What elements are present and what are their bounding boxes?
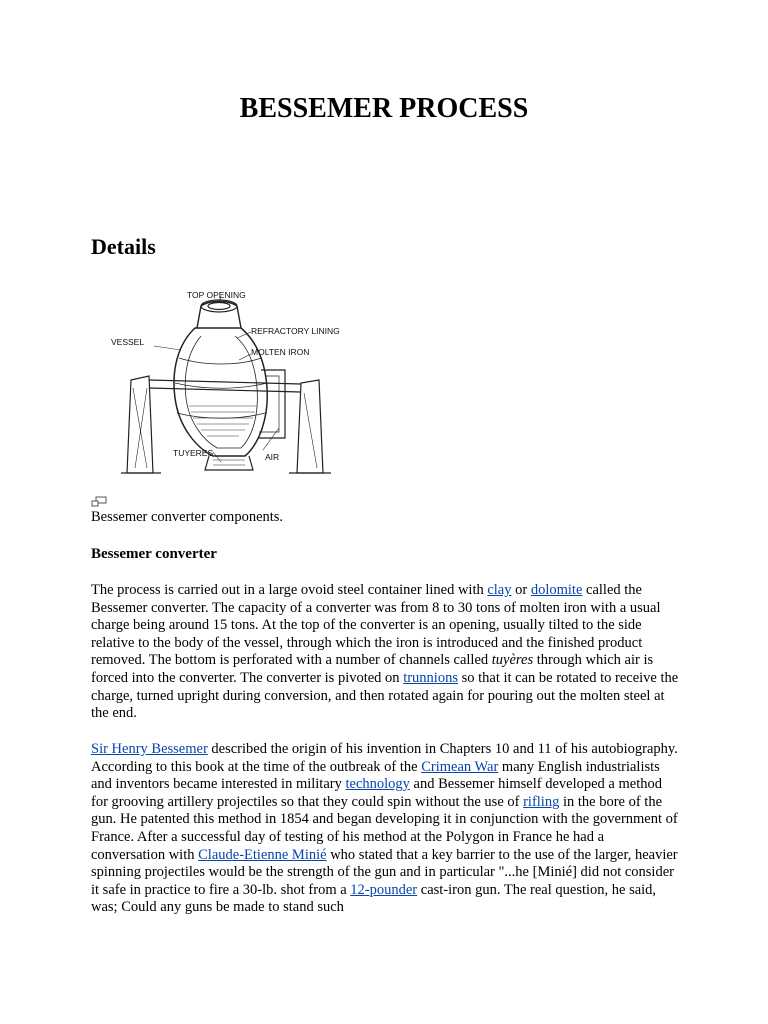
text-run: who stated that a key barrier to the use of the larger, heavier spinning projectiles would be the strength of the gun and in particular "...he [Minié] did not consider it safe in practice to fire a 30-lb. shot from a [91,846,678,898]
figure-caption: Bessemer converter components. [91,509,284,525]
link-rifling[interactable]: rifling [523,793,560,810]
text-run: so that it can be rotated to receive the charge, turned upright during conversion, and then rotated again for pouring out the molten steel at the end. [91,669,679,722]
label-molten-iron: MOLTEN IRON [251,347,310,357]
text-run: The process is carried out in a large ovoid steel container lined with [91,582,488,598]
label-refractory-lining: REFRACTORY LINING [251,326,340,336]
subsection-heading-bessemer-converter: Bessemer converter [91,546,217,562]
text-run: or [511,582,531,598]
link-12-pounder[interactable]: 12-pounder [350,881,418,898]
paragraph-converter-description [91,582,681,723]
link-sir-henry-bessemer[interactable]: Sir Henry Bessemer [91,741,208,757]
label-air: AIR [265,452,280,462]
top-opening-shape [197,302,241,329]
link-claude-etienne-minie[interactable]: Claude-Etienne Minié [198,846,327,863]
text-run: in the bore of the gun. He patented this method in 1854 and began developing it in conjunction with the government of France. After a successful day of testing of his method at the Polygon in France he had a conversation with [91,793,678,863]
label-top-opening: TOP OPENING [187,290,246,300]
section-heading-details: Details [91,234,156,259]
text-run: cast-iron gun. The real question, he said, was; Could any guns be made to stand such [91,881,657,916]
text-run: and Bessemer himself developed a method for grooving artillery projectiles so that they could spin without the use of [91,776,662,810]
link-trunnions[interactable]: trunnions [403,669,458,686]
link-dolomite[interactable]: dolomite [530,582,583,598]
converter-drawing [109,288,349,483]
text-run: through which air is forced into the converter. The converter is pivoted on [91,652,654,686]
paragraph-invention-origin [91,741,681,917]
text-run: called the Bessemer converter. The capacity of a converter was from 8 to 30 tons of molten iron with a usual charge being around 15 tons. At the top of the converter is an opening, usually tilted to the side relative to the body of the vessel, through which the iron is introduced and the finished product removed. The bottom is perforated with a number of channels called [91,582,661,669]
link-technology[interactable]: technology [345,776,410,793]
link-crimean-war[interactable]: Crimean War [421,758,499,775]
text-run: described the origin of his invention in Chapters 10 and 11 of his autobiography. According to this book at the time of the outbreak of the [91,741,678,775]
term-tuyeres: tuyères [491,652,534,669]
text-run: many English industrialists and inventors became interested in military [91,758,660,793]
link-clay[interactable]: clay [487,582,512,598]
bessemer-converter-diagram [109,288,349,483]
label-vessel: VESSEL [111,337,145,347]
left-stand-shape [127,376,153,473]
page-title: BESSEMER PROCESS [239,93,529,124]
magnify-clip-icon[interactable] [91,495,109,507]
label-tuyeres: TUYERES [173,448,214,458]
